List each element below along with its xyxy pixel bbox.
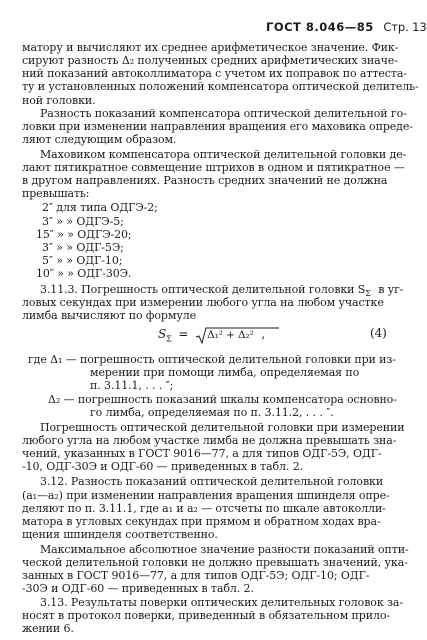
text-line: ний показаний автоколлиматора с учетом их поправок по аттеста- (22, 67, 407, 81)
text-line: носят в протокол поверки, приведенный в обязательном прило- (22, 608, 390, 622)
formula-lhs: S (158, 327, 167, 342)
radical-sign-icon (195, 327, 279, 345)
standard-number: ГОСТ 8.046—85 (266, 20, 374, 34)
text-line: Погрешность оптической делительной головки при измерении (40, 421, 405, 434)
text-line: ляют следующим образом. (22, 132, 177, 146)
list-item: 15″ » » ОДГЭ-20; (36, 227, 132, 241)
text-line: ту и установленных положений компенсатора оптической делитель- (22, 80, 419, 94)
list-item: 2″ для типа ОДГЭ-2; (42, 201, 158, 215)
text-line: ной головки. (22, 93, 96, 107)
text-line: жении 6. (22, 621, 74, 635)
text-line: -30Э и ОДГ-60 — приведенных в табл. 2. (22, 582, 254, 596)
text-line: го лимба, определяемая по п. 3.11.2, . . . ″. (90, 406, 334, 419)
text-line: Разность показаний компенсатора оптической делительной го- (40, 106, 407, 120)
list-item: 10″ » » ОДГ-30Э. (36, 267, 132, 281)
text-line: чений, указанных в ГОСТ 9016—77, а для типов ОДГ-5Э, ОДГ- (22, 447, 382, 461)
subscript: Σ (365, 289, 371, 299)
formula (158, 327, 265, 345)
text-line: сируют разность Δ₂ полученных средних арифметических значе- (22, 54, 398, 68)
text-line: щения шпинделя соответственно. (22, 528, 218, 541)
formula-equals: = (178, 327, 189, 342)
text-line: мерении при помощи лимба, определяемая по (90, 365, 360, 379)
text-line: Максимальное абсолютное значение разности показаний опти- (40, 543, 409, 556)
text-line: 3.13. Результаты поверки оптических делительных головок за- (40, 595, 403, 609)
text-line: занных в ГОСТ 9016—77, а для типов ОДГ-5Э; ОДГ-10; ОДГ- (22, 569, 370, 583)
list-item: 5″ » » ОДГ-10; (42, 254, 123, 267)
page-header (266, 21, 427, 34)
formula-comma: , (261, 327, 266, 342)
text-line: лимба вычисляют по формуле (22, 309, 197, 323)
page-number: Стр. 13 (383, 20, 427, 34)
text-line: матору и вычисляют их среднее арифметическое значение. Фик- (22, 40, 399, 54)
formula-number: (4) (370, 326, 387, 341)
text-line: (a₁—a₂) при изменении направления вращения шпинделя опре- (22, 488, 390, 502)
text-span: в уг- (378, 283, 404, 296)
text-line: ческой делительной головки не должно превышать значений, ука- (22, 556, 408, 570)
text-line: где Δ₁ — погрешность оптической делительной головки при из- (28, 352, 396, 366)
text-line: Δ₂ — погрешность показаний шкалы компенсатора основно- (48, 392, 397, 406)
list-item: 3″ » » ОДГЭ-5; (42, 214, 124, 228)
text-span: 3.11.3. Погрешность оптической делительной головки S (40, 283, 366, 296)
text-line: лают пятикратное совмещение штрихов в одном и пятикратное — (22, 161, 405, 175)
text-line: в другом направлениях. Разность средних значений не должна (22, 174, 388, 188)
formula-lhs-subscript: Σ (166, 334, 172, 344)
square-root (195, 327, 254, 342)
text-line: Маховиком компенсатора оптической делительной головки де- (40, 147, 407, 161)
text-line: любого угла на любом участке лимба не должна превышать зна- (22, 434, 397, 448)
text-line: деляют по п. 3.11.1, где a₁ и a₂ — отсчеты по шкале автоколли- (22, 501, 386, 515)
list-item: 3″ » » ОДГ-5Э; (42, 240, 124, 254)
text-line: 3.12. Разность показаний оптической делительной головки (40, 475, 384, 489)
text-line: матора в угловых секундах при прямом и обратном ходах вра- (22, 514, 381, 528)
text-line: ловых секундах при измерении любого угла на любом участке (22, 296, 384, 310)
text-line: -10, ОДГ-30Э и ОДГ-60 — приведенных в табл. 2. (22, 460, 303, 474)
text-line: ловки при изменении направления вращения его маховика опреде- (22, 119, 413, 133)
text-line: превышать: (22, 187, 90, 201)
formula-radicand: Δ₁² + Δ₂² (207, 329, 254, 342)
text-line: п. 3.11.1, . . . ″; (90, 378, 174, 392)
